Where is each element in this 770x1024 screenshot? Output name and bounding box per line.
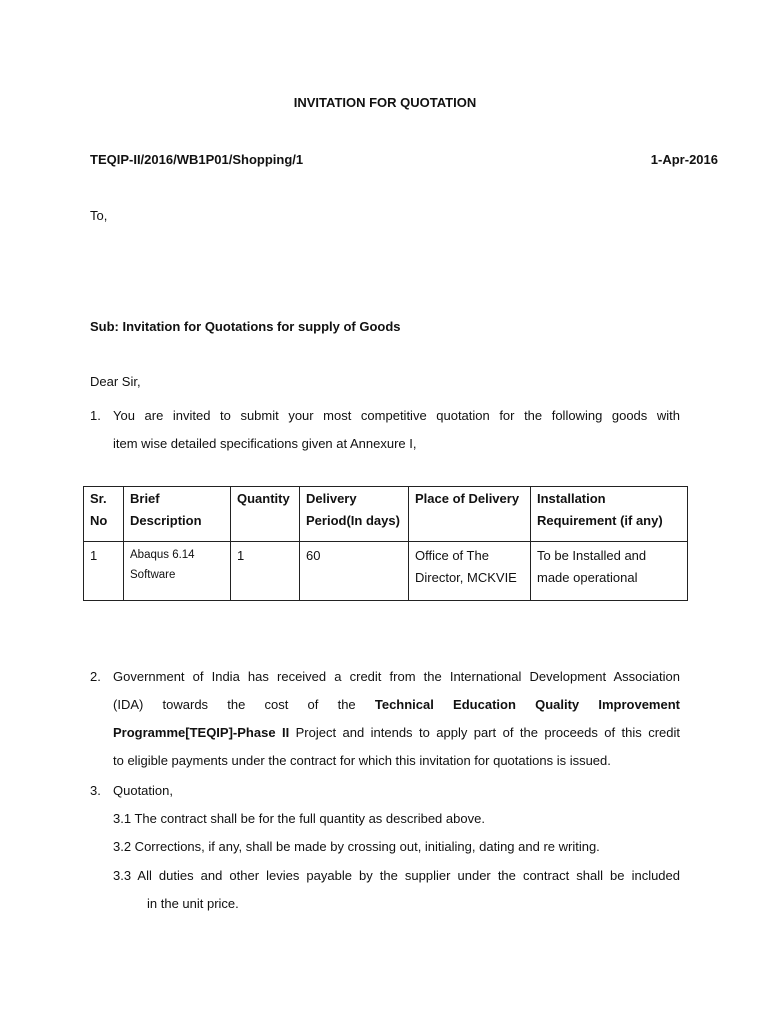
table-header-row (84, 487, 688, 542)
document-title: INVITATION FOR QUOTATION (293, 95, 477, 110)
item-2-line-3: Programme[TEQIP]-Phase II Project and intends to apply part of the proceeds of this credit (113, 725, 680, 740)
cell-quantity: 1 (231, 542, 300, 601)
cell-description: Abaqus 6.14 Software (124, 542, 231, 601)
header-sr-no: Sr. No (84, 487, 124, 542)
header-brief-description: Brief Description (124, 487, 231, 542)
cell-installation-requirement: To be Installed and made operational (531, 542, 688, 601)
clause-3-2: 3.2 Corrections, if any, shall be made by crossing out, initialing, dating and re writing. (113, 839, 600, 854)
item-1-line-2: item wise detailed specifications given at Annexure I, (113, 436, 417, 451)
header-delivery-period: Delivery Period(In days) (300, 487, 409, 542)
cell-sr-no: 1 (84, 542, 124, 601)
subject-line: Sub: Invitation for Quotations for supply of Goods (90, 319, 401, 334)
item-1-number: 1. (90, 408, 101, 423)
addressee-label: To, (90, 208, 108, 223)
item-2-line-2: (IDA) towards the cost of the Technical Education Quality Improvement (113, 697, 680, 712)
document-date: 1-Apr-2016 (650, 152, 718, 167)
item-1-text (113, 402, 680, 458)
item-2-text (113, 663, 680, 775)
header-installation-requirement: Installation Requirement (if any) (531, 487, 688, 542)
goods-table (83, 486, 688, 601)
reference-number: TEQIP-II/2016/WB1P01/Shopping/1 (90, 152, 304, 167)
cell-delivery-period: 60 (300, 542, 409, 601)
item-1-line-1: You are invited to submit your most competitive quotation for the following goods with (113, 408, 680, 423)
clause-3-3-line-1: 3.3 All duties and other levies payable by the supplier under the contract shall be included (113, 868, 680, 883)
clause-3-1: 3.1 The contract shall be for the full quantity as described above. (113, 811, 485, 826)
header-place-of-delivery: Place of Delivery (409, 487, 531, 542)
salutation: Dear Sir, (90, 374, 141, 389)
item-2-line-1: Government of India has received a credit from the International Development Association (113, 669, 680, 684)
item-2-line-4: to eligible payments under the contract for which this invitation for quotations is issued. (113, 753, 611, 768)
table-row (84, 542, 688, 601)
item-3-heading: Quotation, (113, 783, 173, 798)
item-2-number: 2. (90, 669, 101, 684)
cell-place-of-delivery: Office of The Director, MCKVIE (409, 542, 531, 601)
clause-3-3 (113, 862, 680, 918)
header-quantity: Quantity (231, 487, 300, 542)
clause-3-3-line-2: in the unit price. (147, 896, 239, 911)
item-3-number: 3. (90, 783, 101, 798)
